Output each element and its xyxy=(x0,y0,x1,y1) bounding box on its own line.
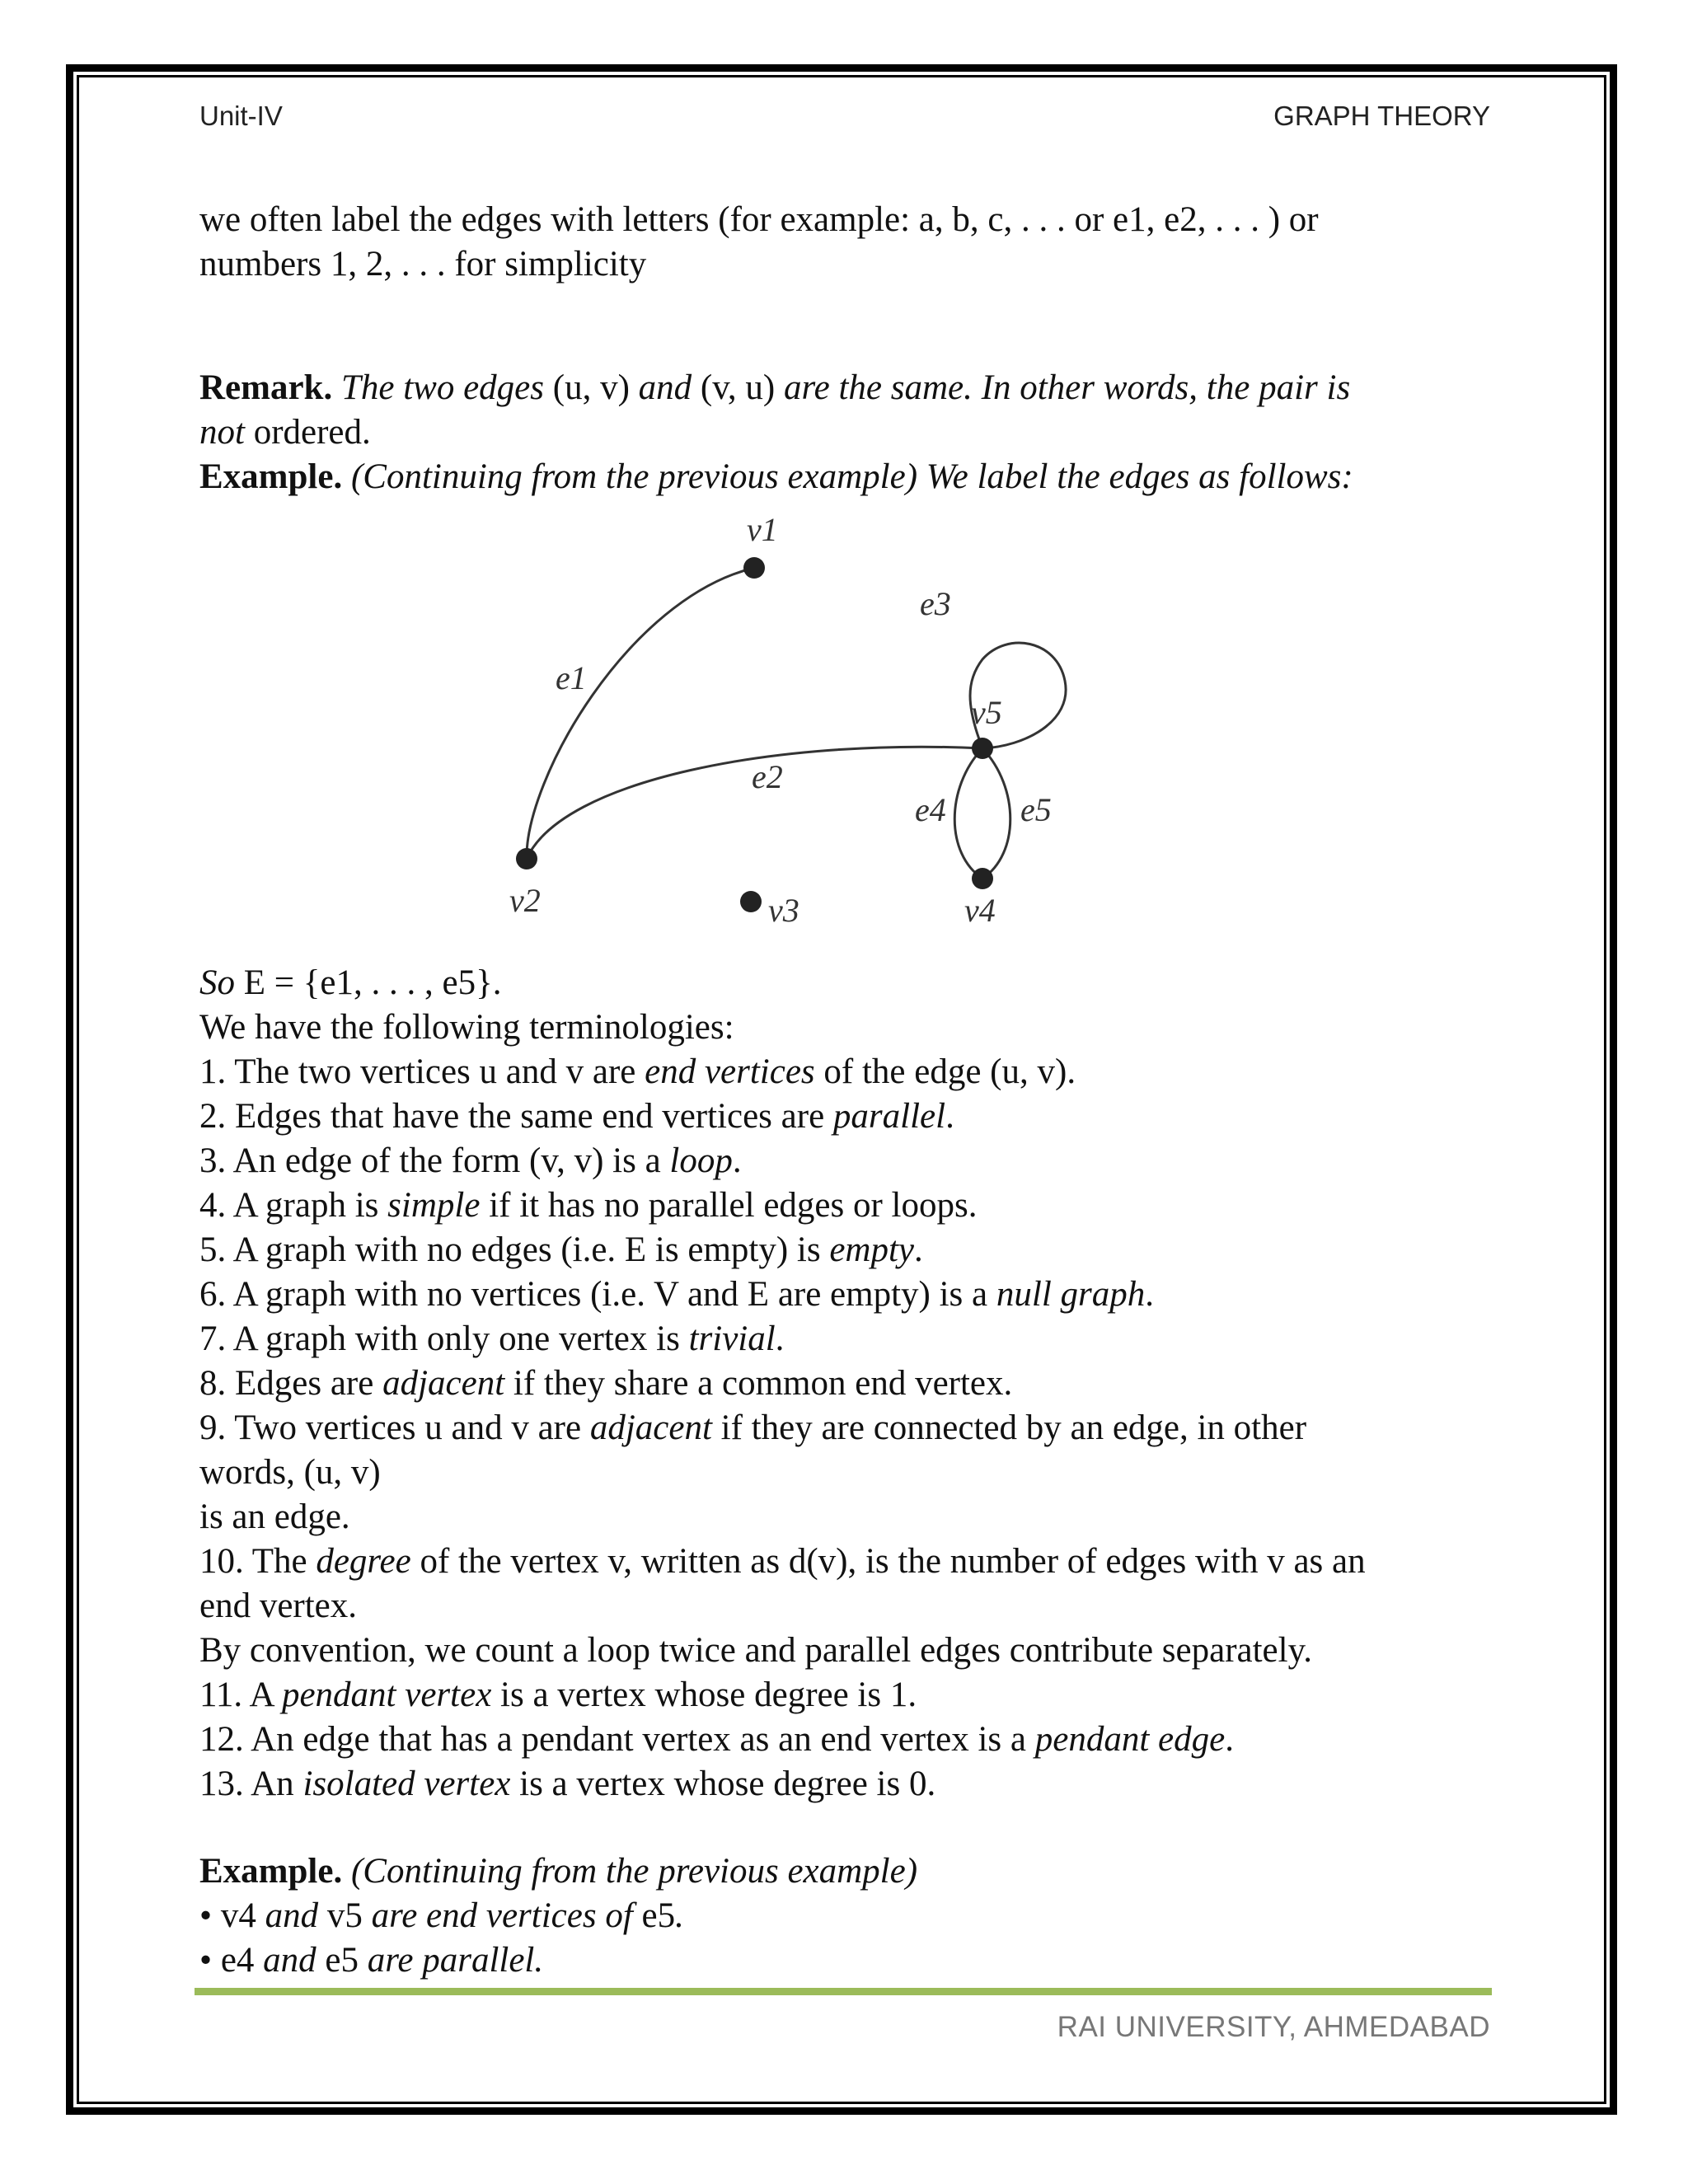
label-v2: v2 xyxy=(509,882,541,919)
remark-paragraph: Remark. The two edges (u, v) and (v, u) are the same. In other words, the pair is xyxy=(199,368,1351,407)
page-content xyxy=(199,198,1502,1983)
term-13: 13. An isolated vertex is a vertex whose degree is 0. xyxy=(199,1765,936,1803)
label-e1: e1 xyxy=(556,659,587,696)
label-v1: v1 xyxy=(747,511,778,548)
vertex-v3 xyxy=(740,891,762,912)
header-unit: Unit-IV xyxy=(199,101,283,131)
term-2: 2. Edges that have the same end vertices are parallel. xyxy=(199,1097,954,1136)
label-e2: e2 xyxy=(752,758,783,795)
term-1: 1. The two vertices u and v are end vertices of the edge (u, v). xyxy=(199,1052,1076,1091)
degree-convention: By convention, we count a loop twice and parallel edges contribute separately. xyxy=(199,1631,1313,1670)
label-e3: e3 xyxy=(920,585,951,622)
label-e5: e5 xyxy=(1020,791,1052,828)
example-2-bullet-1: • v4 and v5 are end vertices of e5. xyxy=(199,1896,684,1935)
remark-paragraph-cont: not ordered. xyxy=(199,413,371,452)
vertex-v1 xyxy=(743,557,765,579)
graph-figure xyxy=(199,499,1502,961)
edge-set-line: So E = {e1, . . . , e5}. xyxy=(199,963,502,1002)
terminology-intro: We have the following terminologies: xyxy=(199,1008,734,1047)
term-12: 12. An edge that has a pendant vertex as an end vertex is a pendant edge. xyxy=(199,1720,1234,1759)
footer-university: RAI UNIVERSITY, AHMEDABAD xyxy=(1057,2011,1490,2043)
label-v4: v4 xyxy=(964,892,996,929)
intro-line-2: numbers 1, 2, . . . for simplicity xyxy=(199,245,647,284)
term-11: 11. A pendant vertex is a vertex whose degree is 1. xyxy=(199,1675,917,1714)
label-v5: v5 xyxy=(971,694,1002,731)
intro-line-1: we often label the edges with letters (for example: a, b, c, . . . or e1, e2, . . . ) or xyxy=(199,200,1319,239)
vertex-v4 xyxy=(972,868,993,889)
term-4: 4. A graph is simple if it has no parallel edges or loops. xyxy=(199,1186,978,1225)
example-label: Example. xyxy=(199,1852,343,1891)
header-subject: GRAPH THEORY xyxy=(1273,101,1490,131)
term-6: 6. A graph with no vertices (i.e. V and E are empty) is a null graph. xyxy=(199,1275,1155,1314)
label-v3: v3 xyxy=(768,892,799,929)
edge-e4 xyxy=(954,748,982,879)
remark-label: Remark. xyxy=(199,368,333,407)
example-label: Example. xyxy=(199,457,343,496)
example-2-heading: Example. (Continuing from the previous example) xyxy=(199,1852,918,1891)
edge-e5 xyxy=(982,748,1010,879)
example-2-bullet-2: • e4 and e5 are parallel. xyxy=(199,1941,544,1980)
label-e4: e4 xyxy=(915,791,946,828)
example-1-heading: Example. (Continuing from the previous example) We label the edges as follows: xyxy=(199,457,1353,496)
term-5: 5. A graph with no edges (i.e. E is empty) is empty. xyxy=(199,1230,923,1269)
term-9: 9. Two vertices u and v are adjacent if they are connected by an edge, in other xyxy=(199,1408,1307,1447)
vertex-v2 xyxy=(516,848,537,869)
edge-e1 xyxy=(527,568,754,859)
term-9-cont: words, (u, v) xyxy=(199,1453,381,1492)
term-9-end: is an edge. xyxy=(199,1497,350,1536)
term-7: 7. A graph with only one vertex is trivial. xyxy=(199,1319,785,1358)
graph-diagram xyxy=(199,499,1502,961)
footer-rule xyxy=(195,1988,1492,1995)
term-10-cont: end vertex. xyxy=(199,1586,358,1625)
term-3: 3. An edge of the form (v, v) is a loop. xyxy=(199,1141,742,1180)
vertex-v5 xyxy=(972,738,993,759)
term-10: 10. The degree of the vertex v, written as d(v), is the number of edges with v as an xyxy=(199,1542,1366,1581)
term-8: 8. Edges are adjacent if they share a common end vertex. xyxy=(199,1364,1013,1403)
